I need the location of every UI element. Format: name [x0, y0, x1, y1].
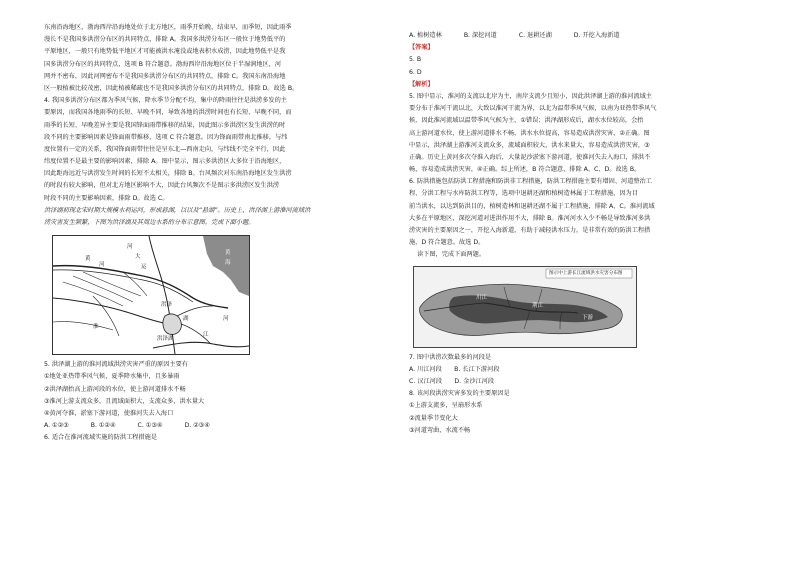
analysis-tag: 【解析】 [409, 80, 434, 88]
answer-6: 6. D [409, 68, 422, 76]
left-column [44, 22, 369, 445]
q5-options [44, 420, 369, 432]
analysis-line: 6. 防洪措施包括防洪工程措施和防洪非工程措施，防洪工程措施主要有增固、河道整治工 [409, 178, 652, 186]
q6-option-d: D. 开挖入海新道 [573, 32, 620, 39]
map2-title: 图示中上游长江流域洪水灾害分布图 [549, 270, 623, 276]
map-label-sea2: 海 [225, 260, 231, 267]
paragraph-line: 平原地区，一般只有地势低平地区才可能被洪水淹没或地表积水成涝，因此地势低平是我 [44, 48, 286, 56]
map-label-huai: 淮 [93, 324, 99, 331]
analysis-line: 高上游河道水位，使上游河道排水不畅，洪水水位提高，容易造成洪涝灾害，②正确。图 [409, 129, 650, 137]
q8-line: ①上游支流多，呈扇形水系 [409, 402, 483, 410]
hongze-lake-shape [163, 314, 181, 334]
analysis-line: 候，因此淮河流域以温带季风气候为主，①错误；洪泽湖形成后，湖水水位较高，会抬 [409, 117, 644, 125]
paragraph-line: 段不同的主要影响因素是锋面雨带推移，选项 C 符合题意。因为锋面雨带南北推移，与纬 [44, 133, 288, 141]
q8-line: ②流量季节变化大 [409, 414, 458, 422]
q5-option-d: D. ②③④ [184, 422, 210, 430]
intro-line: 涝灾害发生频繁，下图为洪泽湖及其周边水系的分布示意图。完成下面小题。 [44, 219, 255, 226]
answer-tag: 【答案】 [409, 44, 434, 52]
analysis-line: 中显示，洪泽湖上游淮河支流众多，流域面积较大，洪水来量大，容易造成洪涝灾害，③ [409, 141, 650, 149]
map-label-jiang: 江 [203, 332, 209, 339]
map-label-hongze-lake: 洪泽湖 [157, 336, 174, 343]
q6-line: 6. 适合在淮河流域实施的防洪工程措施是 [44, 434, 158, 442]
analysis-line: 前当洪水，以达到防洪目的，植树造林和退耕还湖不属于工程措施，排除 A、C。淮河流域 [409, 202, 655, 210]
hongze-map-drawing [53, 236, 249, 354]
paragraph-line: 国多洪涝分布区的共同特点，选项 B 符合题意。渤海西岸沿海地区位于半湿润地区，河 [44, 60, 282, 68]
map-label-huang: 黄 [85, 256, 91, 263]
question-line: ②洪泽湖抬高上游河段的水位，使上游河道排水不畅 [44, 385, 186, 393]
analysis-line: 施，D 符合题意。故选 D。 [409, 239, 485, 247]
paragraph-line: 网并不密布，因此河网密布不是我国多洪涝分布区的共同特点，排除 C。我国东南沿海地 [44, 72, 286, 80]
map-label-lake: 湖 [183, 316, 189, 323]
q5-option-c: C. ①③④ [137, 422, 163, 430]
paragraph-line: 区一般植被比较茂密，因此植被稀疏也不是我国多洪涝分布区的共同特点，排除 D。故选 B。 [44, 84, 299, 92]
paragraph-line: 雨季的长短、早晚差异主要是我国锋面雨带推移的结果，因此图示多洪涝区发生洪涝的时 [44, 121, 286, 129]
q6-option-c: C. 退耕还湖 [518, 32, 552, 39]
q7-line: C. 汉江河段 D. 金沙江河段 [409, 377, 495, 385]
analysis-line: 涝灾害的主要原因之一，开挖入海新道，有助于减轻洪水压力，是非常有效的防洪工程措 [409, 227, 651, 234]
map2-label-chuan: 川江 [476, 294, 488, 301]
analysis-line: 程、分洪工程与水库防洪工程等，选项中退耕还湖和植树造林属于工程措施，因为目 [409, 190, 638, 198]
right-column [409, 30, 759, 437]
map-label-hongze: 洪泽 [161, 302, 173, 309]
q6-option-b: B. 深挖河道 [463, 32, 497, 39]
q8-line: ③河道弯曲，水流不畅 [409, 426, 471, 434]
q6-option-a: A. 植树造林 [409, 32, 442, 39]
q7-line: 7. 图中洪涝次数最多的河段是 [409, 353, 492, 361]
question-line: ③淮河上游支流众多，且流域面积大，支流众多，洪水量大 [44, 397, 205, 405]
q5-option-b: B. ①②④ [90, 422, 116, 430]
paragraph-line: 东南沿海地区，渤海西岸沿海地处位于北方地区，雨季开始晚、结束早，而季短，因此雨季 [44, 24, 292, 31]
map-label-river-mid: 河 [99, 262, 105, 269]
answer-5: 5. B [409, 56, 422, 64]
q5-option-a: A. ①②③ [44, 422, 69, 430]
paragraph-line: 4. 我国多洪涝分布区都为季风气候，降水季节分配不均，集中的降雨往往是洪涝多发的主 [44, 97, 287, 105]
yangtze-map-drawing [414, 267, 636, 347]
map-label-river: 河 [127, 244, 133, 251]
intro2-line: 读下图，完成下面两题。 [417, 251, 486, 259]
map-label-da: 大 [135, 254, 141, 261]
paragraph-line: 要原因，而我国各地雨季的长短、早晚不同，导致各地的洪涝时间也有长短、早晚不同，而 [44, 109, 292, 117]
map-label-yun: 运 [141, 264, 147, 271]
paragraph-line: 因此距海远近与洪涝发生时间的长短不太相关，排除 B。台风频次对东南沿海地区发生洪涝 [44, 170, 292, 178]
question-line: ④黄河夺淮，淤塞下游河道，使淮河失去入海口 [44, 409, 174, 417]
analysis-line: 要分布于淮河干流以北，大致以淮河干流为界，以北为温带季风气候，以南为亚热带季风气 [409, 105, 657, 113]
hongze-lake-map [52, 235, 250, 355]
paragraph-line: 纬度位置不是最主要的影响因素，排除 A。图中显示，图示多洪涝区大多位于沿海地区， [44, 158, 286, 166]
paragraph-line: 时段不同的主要影响因素，排除 D。故选 C。 [44, 194, 169, 202]
question-line: ①地处亚热带季风气候，夏季降水集中，且多暴雨 [44, 373, 180, 381]
paragraph-line: 的时段有较大影响，但对北方地区影响不大，因此台风频次不是图示多洪涝区发生洪涝 [44, 182, 280, 190]
analysis-line: 大多在平原地区，深挖河道对进洪作用不大，排除 B。淮河河水入少不畅是导致淮河多洪 [409, 214, 651, 222]
map2-label-jing: 荆江 [532, 302, 544, 309]
intro-line: 洪泽湖初现北宋时期大规模水利运河，形成悬湖，以以及“悬湖”。历史上，洪泽湖上游淮河流域洪 [44, 206, 311, 214]
analysis-line: 正确。历史上黄河多次夺淮入海后，大量泥沙淤塞下游河道，使淮河失去入海口，排洪不 [409, 153, 651, 161]
analysis-line: 5. 图中显示，淮河的支流以北岸为主，南岸支流少且短小，因此洪泽湖上游的淮河流域主 [409, 92, 652, 100]
paragraph-line: 度位置有一定的关系，我国锋面雨带往往是呈东北—西南走向，与纬线不完全平行，因此 [44, 145, 286, 153]
q7-line: A. 川江河段 B. 长江下游河段 [409, 365, 500, 373]
map-label-river-right: 河 [223, 316, 229, 323]
q8-line: 8. 该河段洪涝灾害多发的主要原因是 [409, 390, 510, 398]
question-line: 5. 洪泽湖上游的淮河流域洪涝灾害严重的原因主要有 [44, 361, 188, 369]
yangtze-flood-map [413, 266, 637, 348]
analysis-line: 畅，容易造成洪涝灾害，④正确。综上所述，B 符合题意，排除 A、C、D。故选 B。 [409, 166, 641, 174]
map-label-sea1: 黄 [225, 250, 231, 257]
paragraph-line: 漫长不是我国多洪涝分布区的共同特点，排除 A。我国多洪涝分布区一般位于地势低平的 [44, 36, 286, 44]
map2-label-xia: 下游 [582, 314, 594, 321]
q6-options [409, 30, 759, 42]
